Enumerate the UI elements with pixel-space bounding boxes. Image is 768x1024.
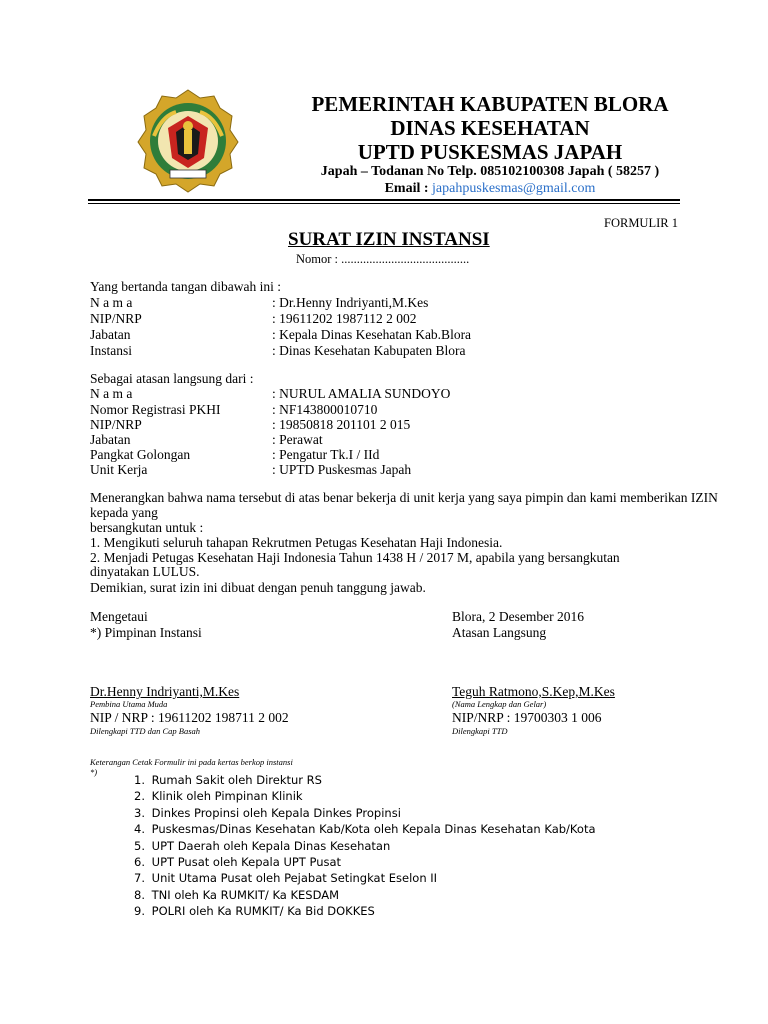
signer-value: : Dr.Henny Indriyanti,M.Kes: [272, 295, 429, 310]
body-paragraph-line: bersangkutan untuk :: [90, 520, 204, 535]
footnote-line-1: Keterangan Cetak Formulir ini pada kertas berkop instansi: [90, 757, 293, 767]
list-item-number: 7.: [134, 871, 145, 886]
header-email-line: [240, 181, 740, 197]
list-item-number: 2.: [134, 789, 145, 804]
signer-value: : Dinas Kesehatan Kabupaten Blora: [272, 343, 466, 358]
list-item-text: Rumah Sakit oleh Direktur RS: [151, 773, 322, 787]
signer-value: : Kepala Dinas Kesehatan Kab.Blora: [272, 327, 472, 342]
list-item-text: Klinik oleh Pimpinan Klinik: [151, 789, 303, 804]
sig-left-nip: NIP / NRP : 19611202 198711 2 002: [90, 710, 289, 725]
signer-intro: Yang bertanda tangan dibawah ini :: [90, 279, 281, 294]
subordinate-value: : 19850818 201101 2 015: [272, 417, 411, 432]
sig-right-nip: NIP/NRP : 19700303 1 006: [452, 710, 602, 725]
nomor-field: Nomor : .........................................: [296, 252, 470, 266]
list-item-number: 8.: [134, 887, 145, 902]
body-item-1: 1. Mengikuti seluruh tahapan Rekrutmen Petugas Kesehatan Haji Indonesia.: [90, 535, 503, 550]
subordinate-intro: Sebagai atasan langsung dari :: [90, 371, 254, 386]
email-label: Email :: [384, 181, 433, 196]
subordinate-label: NIP/NRP: [90, 417, 142, 432]
sig-right-name: Teguh Ratmono,S.Kep,M.Kes: [452, 684, 615, 699]
list-item: [134, 772, 596, 788]
list-item-number: 4.: [134, 822, 145, 837]
header-address: Japah – Todanan No Telp. 085102100308 Japah ( 58257 ): [320, 164, 660, 179]
sig-left-rank: Pembina Utama Muda: [90, 699, 168, 709]
list-item-text: UPT Daerah oleh Kepala Dinas Kesehatan: [151, 838, 391, 853]
list-item-number: 9.: [134, 904, 145, 919]
body-paragraph-line: kepada yang: [90, 505, 158, 520]
sig-left-name: Dr.Henny Indriyanti,M.Kes: [90, 684, 240, 699]
subordinate-value: : Perawat: [272, 432, 323, 447]
list-item-number: 1.: [134, 773, 145, 787]
list-item-text: Unit Utama Pusat oleh Pejabat Setingkat Eselon II: [151, 871, 438, 886]
list-item-text: TNI oleh Ka RUMKIT/ Ka KESDAM: [151, 887, 340, 902]
email-link[interactable]: japahpuskesmas@gmail.com: [432, 181, 596, 196]
header-divider: [88, 199, 680, 201]
sig-left-note: Dilengkapi TTD dan Cap Basah: [90, 726, 201, 736]
header-divider-thin: [88, 203, 680, 204]
body-closing: Demikian, surat izin ini dibuat dengan penuh tanggung jawab.: [90, 580, 426, 595]
header-line-1: PEMERINTAH KABUPATEN BLORA: [311, 92, 669, 116]
formulir-label: FORMULIR 1: [604, 216, 678, 230]
body-paragraph-line: Menerangkan bahwa nama tersebut di atas benar bekerja di unit kerja yang saya pimpin dan kami memberikan IZIN: [90, 490, 718, 505]
subordinate-label: N a m a: [90, 386, 133, 401]
list-item-number: 6.: [134, 854, 145, 869]
list-item-number: 3.: [134, 805, 145, 820]
signer-label: N a m a: [90, 295, 133, 310]
sig-left-label-2: *) Pimpinan Instansi: [90, 625, 202, 640]
signer-value: : 19611202 1987112 2 002: [272, 311, 417, 326]
subordinate-label: Nomor Registrasi PKHI: [90, 402, 221, 417]
subordinate-value: : NURUL AMALIA SUNDOYO: [272, 386, 451, 401]
subordinate-label: Unit Kerja: [90, 462, 148, 477]
document-title: SURAT IZIN INSTANSI: [288, 229, 490, 250]
list-item-number: 5.: [134, 838, 145, 853]
body-item-2-cont: dinyatakan LULUS.: [90, 564, 200, 579]
list-item: [134, 821, 596, 837]
subordinate-value: : UPTD Puskesmas Japah: [272, 462, 412, 477]
list-item-text: POLRI oleh Ka RUMKIT/ Ka Bid DOKKES: [151, 904, 375, 919]
sig-right-label-1: Blora, 2 Desember 2016: [452, 609, 584, 624]
list-item: [134, 854, 596, 870]
list-item: [134, 788, 596, 804]
sig-right-label-2: Atasan Langsung: [452, 625, 547, 640]
sig-right-note: Dilengkapi TTD: [452, 726, 508, 736]
sig-right-rank: (Nama Lengkap dan Gelar): [452, 699, 547, 709]
header-line-2: DINAS KESEHATAN: [390, 116, 590, 140]
signer-label: Instansi: [90, 343, 132, 358]
subordinate-label: Pangkat Golongan: [90, 447, 191, 462]
list-item: [134, 887, 596, 903]
list-item-text: Dinkes Propinsi oleh Kepala Dinkes Propinsi: [151, 805, 401, 820]
signer-label: NIP/NRP: [90, 311, 142, 326]
list-item: [134, 838, 596, 854]
issuer-list: [134, 772, 596, 920]
kabupaten-blora-logo-icon: [132, 86, 244, 196]
list-item: [134, 805, 596, 821]
list-item: [134, 870, 596, 886]
list-item-text: UPT Pusat oleh Kepala UPT Pusat: [151, 854, 342, 869]
sig-left-label-1: Mengetaui: [90, 609, 148, 624]
header-line-3: UPTD PUSKESMAS JAPAH: [357, 140, 623, 164]
footnote-line-2: *): [90, 767, 98, 777]
subordinate-value: : Pengatur Tk.I / IId: [272, 447, 380, 462]
list-item-text: Puskesmas/Dinas Kesehatan Kab/Kota oleh Kepala Dinas Kesehatan Kab/Kota: [151, 822, 596, 837]
body-item-2: 2. Menjadi Petugas Kesehatan Haji Indonesia Tahun 1438 H / 2017 M, apabila yang bersangkutan: [90, 550, 620, 565]
list-item: [134, 903, 596, 919]
subordinate-value: : NF143800010710: [272, 402, 378, 417]
subordinate-label: Jabatan: [90, 432, 131, 447]
signer-label: Jabatan: [90, 327, 131, 342]
